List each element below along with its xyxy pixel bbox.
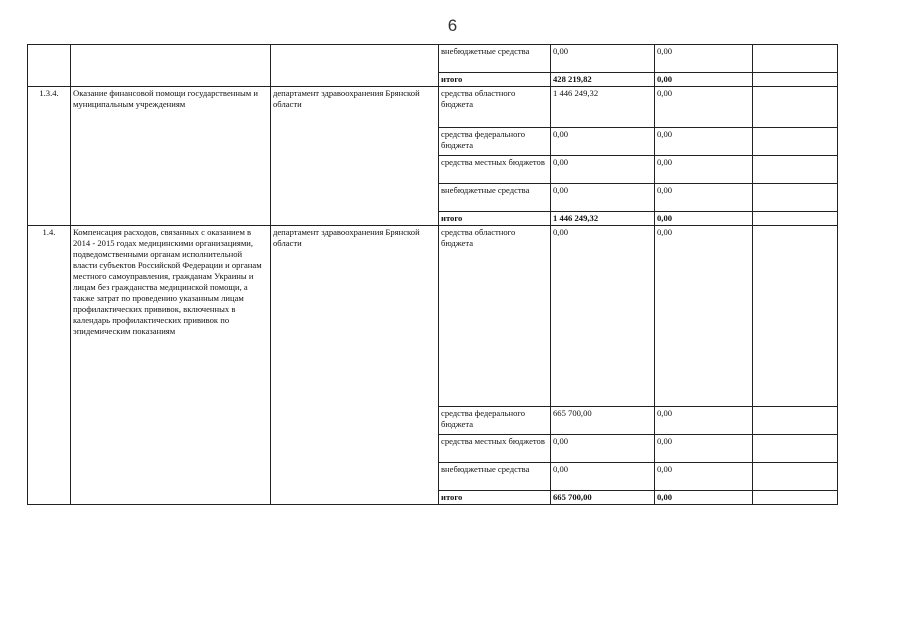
cell-value-1: 0,00 — [551, 184, 655, 212]
cell-empty — [753, 212, 838, 226]
table-row — [28, 226, 838, 407]
cell-name: Оказание финансовой помощи государственным и муниципальным учреждениям — [71, 87, 271, 226]
cell-value-1: 665 700,00 — [551, 491, 655, 505]
cell-source: внебюджетные средства — [439, 184, 551, 212]
cell-value-1: 428 219,82 — [551, 73, 655, 87]
cell-num: 1.4. — [28, 226, 71, 505]
cell-source: средства местных бюджетов — [439, 435, 551, 463]
cell-value-2: 0,00 — [655, 463, 753, 491]
cell-value-2: 0,00 — [655, 87, 753, 128]
table-row — [28, 45, 838, 73]
cell-empty — [753, 407, 838, 435]
cell-empty — [753, 87, 838, 128]
cell-empty — [753, 128, 838, 156]
cell-value-1: 0,00 — [551, 156, 655, 184]
cell-value-1: 665 700,00 — [551, 407, 655, 435]
cell-empty — [753, 184, 838, 212]
cell-source: внебюджетные средства — [439, 463, 551, 491]
cell-empty — [753, 435, 838, 463]
cell-empty — [753, 45, 838, 73]
cell-source: средства местных бюджетов — [439, 156, 551, 184]
cell-value-2: 0,00 — [655, 491, 753, 505]
cell-value-1: 1 446 249,32 — [551, 87, 655, 128]
cell-num — [28, 45, 71, 87]
cell-value-2: 0,00 — [655, 128, 753, 156]
cell-value-1: 0,00 — [551, 435, 655, 463]
budget-table — [27, 44, 838, 505]
cell-empty — [753, 73, 838, 87]
cell-source: внебюджетные средства — [439, 45, 551, 73]
cell-executor: департамент здравоохранения Брянской области — [271, 226, 439, 505]
cell-value-2: 0,00 — [655, 435, 753, 463]
cell-source: средства федерального бюджета — [439, 128, 551, 156]
cell-value-1: 0,00 — [551, 45, 655, 73]
cell-empty — [753, 463, 838, 491]
cell-value-2: 0,00 — [655, 212, 753, 226]
cell-executor: департамент здравоохранения Брянской области — [271, 87, 439, 226]
cell-value-2: 0,00 — [655, 156, 753, 184]
cell-source: итого — [439, 491, 551, 505]
cell-value-1: 0,00 — [551, 463, 655, 491]
cell-source: средства федерального бюджета — [439, 407, 551, 435]
cell-executor — [271, 45, 439, 87]
cell-num: 1.3.4. — [28, 87, 71, 226]
cell-value-2: 0,00 — [655, 73, 753, 87]
cell-value-2: 0,00 — [655, 226, 753, 407]
cell-value-2: 0,00 — [655, 45, 753, 73]
cell-source: итого — [439, 212, 551, 226]
cell-empty — [753, 156, 838, 184]
cell-source: итого — [439, 73, 551, 87]
cell-name — [71, 45, 271, 87]
cell-source: средства областного бюджета — [439, 87, 551, 128]
cell-value-1: 0,00 — [551, 226, 655, 407]
cell-source: средства областного бюджета — [439, 226, 551, 407]
cell-value-2: 0,00 — [655, 184, 753, 212]
cell-value-1: 0,00 — [551, 128, 655, 156]
cell-value-1: 1 446 249,32 — [551, 212, 655, 226]
table-row — [28, 87, 838, 128]
cell-value-2: 0,00 — [655, 407, 753, 435]
cell-empty — [753, 491, 838, 505]
cell-name: Компенсация расходов, связанных с оказанием в 2014 - 2015 годах медицинскими организациями, подведомственными органам исполнительной власти субъектов Российской Федерации и органам местного самоуправления, гражданам Украины и лицам без гражданства медицинской помощи, а также затрат по проведению указанным лицам профилактических прививок, включенных в календарь профилактических прививок по эпидемическим показаниям — [71, 226, 271, 505]
page-number: 6 — [447, 16, 458, 35]
cell-empty — [753, 226, 838, 407]
